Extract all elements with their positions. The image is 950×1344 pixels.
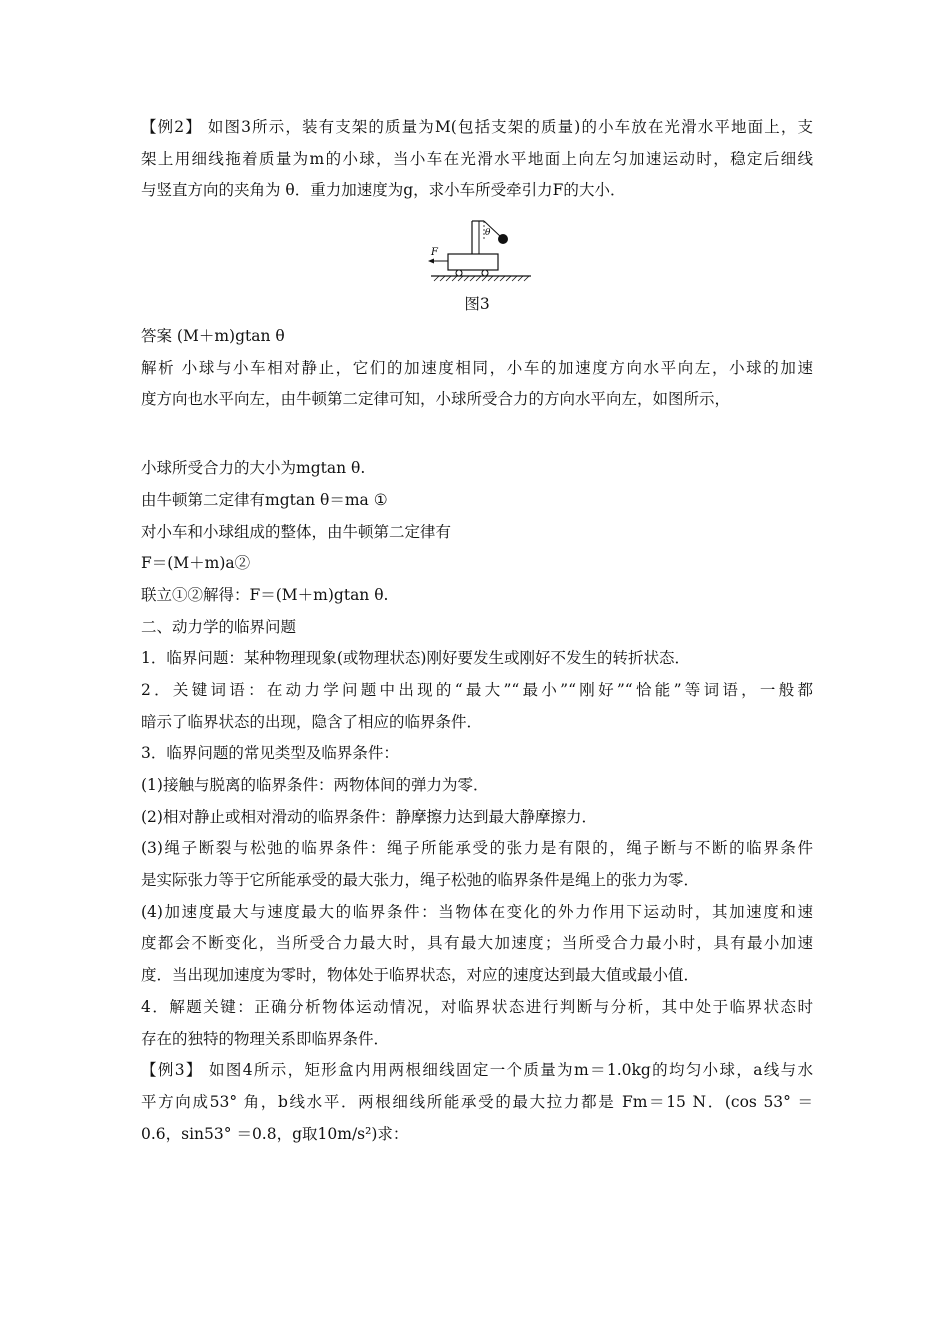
force-label: F — [431, 247, 438, 259]
analysis-line-1: 解析 小球与小车相对静止，它们的加速度相同，小车的加速度方向水平向左，小球的加速 — [141, 358, 813, 377]
example3-line-3: 0.6，sin53° ＝0.8，g取10m/s²)求： — [141, 1124, 409, 1143]
section2-title: 二、动力学的临界问题 — [141, 617, 297, 636]
answer-line: 答案 (M＋m)gtan θ — [141, 327, 285, 346]
section2-line-6: (2)相对静止或相对滑动的临界条件：静摩擦力达到最大静摩擦力． — [141, 807, 597, 826]
example2-line-3: 与竖直方向的夹角为 θ．重力加速度为g，求小车所受牵引力F的大小． — [141, 181, 626, 200]
figure-caption: 图3 — [464, 295, 490, 314]
section2-line-7: (3)绳子断裂与松弛的临界条件：绳子所能承受的张力是有限的，绳子断与不断的临界条件 — [141, 839, 813, 858]
analysis-result-4: F＝(M＋m)a② — [141, 554, 251, 573]
analysis-result-2: 由牛顿第二定律有mgtan θ＝ma ① — [141, 490, 388, 509]
figure-3 — [141, 207, 813, 287]
ground-hatching — [434, 276, 529, 281]
example2-line-1: 【例2】 如图3所示，装有支架的质量为M(包括支架的质量)的小车放在光滑水平地面上，支 — [141, 118, 813, 136]
wheel-right — [482, 270, 488, 276]
section2-line-4: 3．临界问题的常见类型及临界条件： — [141, 744, 399, 763]
example2-line-2: 架上用细线拖着质量为m的小球，当小车在光滑水平地面上向左匀加速运动时，稳定后细线 — [141, 149, 813, 168]
section2-line-11: 度．当出现加速度为零时，物体处于临界状态，对应的速度达到最大值或最小值． — [141, 966, 700, 985]
section2-line-1: 1．临界问题：某种物理现象(或物理状态)刚好要发生或刚好不发生的转折状态． — [141, 649, 690, 668]
ball — [498, 234, 508, 244]
example3-line-2: 平方向成53° 角，b线水平．两根细线所能承受的最大拉力都是 Fm＝15 N．(cos 53° ＝ — [141, 1092, 813, 1111]
omitted-figure-gap — [141, 416, 813, 453]
analysis-result-3: 对小车和小球组成的整体，由牛顿第二定律有 — [141, 522, 452, 541]
section2-line-12: 4．解题关键：正确分析物体运动情况，对临界状态进行判断与分析，其中处于临界状态时 — [141, 997, 813, 1016]
section2-line-5: (1)接触与脱离的临界条件：两物体间的弹力为零． — [141, 776, 489, 794]
cart-diagram — [426, 213, 536, 288]
section2-line-10: 度都会不断变化，当所受合力最大时，具有最大加速度；当所受合力最小时，具有最小加速 — [141, 934, 813, 953]
section2-line-9: (4)加速度最大与速度最大的临界条件：当物体在变化的外力作用下运动时，其加速度和速 — [141, 902, 813, 921]
angle-label: θ — [485, 228, 491, 239]
wheel-left — [456, 270, 462, 276]
section2-line-8: 是实际张力等于它所能承受的最大张力，绳子松弛的临界条件是绳上的张力为零． — [141, 871, 700, 890]
example3-line-1: 【例3】 如图4所示，矩形盒内用两根细线固定一个质量为m＝1.0kg的均匀小球，a线与水 — [141, 1061, 813, 1080]
analysis-result-5: 联立①②解得：F＝(M＋m)gtan θ. — [141, 585, 389, 604]
section2-line-13: 存在的独特的物理关系即临界条件． — [141, 1029, 390, 1048]
force-arrowhead — [428, 259, 434, 264]
section2-line-3: 暗示了临界状态的出现，隐含了相应的临界条件． — [141, 712, 483, 731]
document-page — [141, 112, 813, 1150]
section2-line-2: 2．关键词语：在动力学问题中出现的“最大”“最小”“刚好”“恰能”等词语，一般都 — [141, 680, 813, 699]
cart-body — [448, 254, 498, 270]
analysis-result-1: 小球所受合力的大小为mgtan θ. — [141, 459, 366, 478]
analysis-line-2: 度方向也水平向左，由牛顿第二定律可知，小球所受合力的方向水平向左，如图所示， — [141, 390, 731, 409]
